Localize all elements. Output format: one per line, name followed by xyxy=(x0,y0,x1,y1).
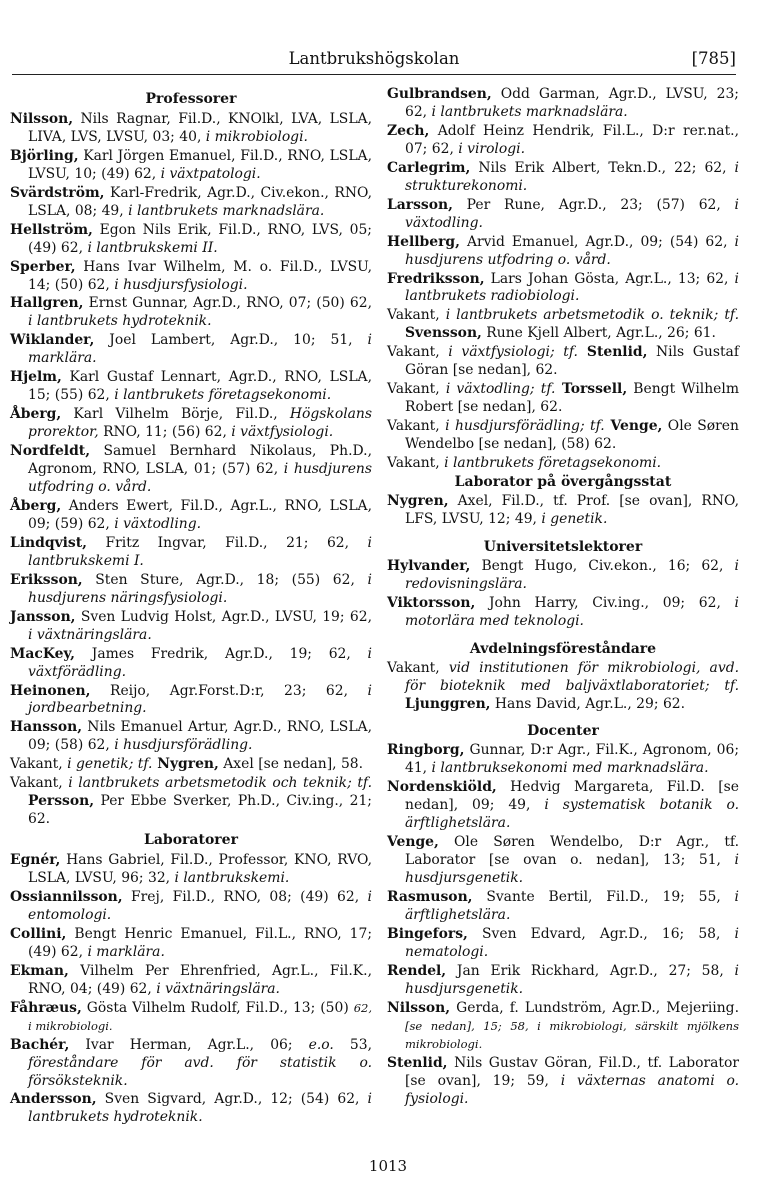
directory-entry xyxy=(10,295,372,331)
directory-entry xyxy=(387,558,739,594)
entry-prefix: Vakant, xyxy=(10,775,69,792)
entry-name: Åberg, xyxy=(10,406,62,423)
section-heading: Avdelningsföreståndare xyxy=(469,640,657,657)
directory-entry xyxy=(387,160,739,196)
entry-details: Egon Nils Erik, Fil.D., RNO, LVS, 05; (49) 62, xyxy=(28,221,372,256)
entry-details: Sven Edvard, Agr.D., 16; 58, xyxy=(467,925,735,942)
entry-details: Gunnar, D:r Agr., Fil.K., Agronom, 06; 41, xyxy=(405,742,739,777)
entry-name: Nygren, xyxy=(387,492,449,509)
entry-details: Anders Ewert, Fil.D., Agr.L., RNO, LSLA, 09; (59) 62, xyxy=(28,497,372,532)
entry-name: Nordenskiöld, xyxy=(387,779,497,796)
entry-subject: i växtfysiologi; tf. xyxy=(448,344,578,361)
directory-entry xyxy=(387,595,739,631)
directory-entry xyxy=(10,1091,372,1127)
entry-details: Nils Emanuel Artur, Agr.D., RNO, LSLA, 09; (58) 62, xyxy=(28,719,372,754)
entry-subject: i husdjurens utfodring o. vård. xyxy=(28,461,372,496)
directory-entry xyxy=(387,418,739,454)
entry-subject: i växtförädling. xyxy=(28,645,372,680)
entry-details: Sven Ludvig Holst, Agr.D., LVSU, 19; 62, xyxy=(75,608,372,625)
section-heading: Docenter xyxy=(527,723,599,740)
entry-subject: i mikrobiologi. xyxy=(205,128,308,145)
entry-subject: i husdjurens näringsfysiologi. xyxy=(28,571,372,606)
entry-details: Bengt Henric Emanuel, Fil.L., RNO, 17; (49) 62, xyxy=(28,925,372,960)
directory-entry xyxy=(10,498,372,534)
entry-prefix: Vakant, xyxy=(387,659,449,676)
directory-entry xyxy=(387,926,739,962)
directory-entry xyxy=(387,455,739,473)
directory-entry xyxy=(10,926,372,962)
entry-name: Hellström, xyxy=(10,221,93,238)
entry-name: Fredriksson, xyxy=(387,270,485,287)
entry-subject: i marklära. xyxy=(87,943,165,960)
directory-entry xyxy=(10,369,372,405)
entry-details: Hans David, Agr.L., 29; 62. xyxy=(490,695,686,712)
entry-name: Fåhræus, xyxy=(10,999,82,1016)
entry-name: Venge, xyxy=(604,418,663,435)
directory-entry xyxy=(387,123,739,159)
entry-details: Hans Ivar Wilhelm, M. o. Fil.D., LVSU, 14; (50) 62, xyxy=(28,258,372,293)
entry-subject: i husdjurens utfodring o. vård. xyxy=(405,233,739,268)
entry-name: Svensson, xyxy=(405,325,482,342)
entry-prefix: Vakant, xyxy=(387,307,446,324)
entry-name: Egnér, xyxy=(10,852,61,869)
entry-name: Viktorsson, xyxy=(387,594,476,611)
entry-subject: vid institutionen för mikrobiologi, avd. för bioteknik med baljväxtlaboratoriet; tf. xyxy=(405,659,739,694)
entry-details: Nils Gustav Göran, Fil.D., tf. Laborator [se ovan], 19; 59, xyxy=(405,1054,739,1089)
entry-details: Karl-Fredrik, Agr.D., Civ.ekon., RNO, LSLA, 08; 49, xyxy=(28,184,372,219)
directory-entry xyxy=(387,779,739,833)
entry-details: Vilhelm Per Ehrenfried, Agr.L., Fil.K., RNO, 04; (49) 62, xyxy=(28,962,372,997)
entry-name: Nygren, xyxy=(152,756,219,773)
left-column xyxy=(10,88,372,1128)
entry-subject: i växtodling. xyxy=(405,196,739,231)
entry-name: Björling, xyxy=(10,147,79,164)
entry-subject: i växternas anatomi o. fysiologi. xyxy=(405,1072,739,1107)
entry-subject: i lantbrukets företagsekonomi. xyxy=(444,455,662,472)
entry-name: Zech, xyxy=(387,122,430,139)
directory-entry xyxy=(387,493,739,529)
entry-subject: i växtfysiologi. xyxy=(231,424,334,441)
directory-entry xyxy=(10,646,372,682)
directory-entry xyxy=(10,1037,372,1091)
entry-subject: i lantbrukskemi II. xyxy=(87,239,218,256)
entry-subject: i strukturekonomi. xyxy=(405,159,739,194)
entry-name: Hallgren, xyxy=(10,295,84,312)
entry-name: Torssell, xyxy=(555,381,628,398)
entry-subject: i genetik; tf. xyxy=(67,756,153,773)
entry-details: Samuel Bernhard Nikolaus, Ph.D., Agronom, RNO, LSLA, 01; (57) 62, xyxy=(28,443,372,478)
entry-name: Bingefors, xyxy=(387,925,468,942)
entry-name: Ekman, xyxy=(10,962,69,979)
entry-subject: i lantbrukskemi. xyxy=(174,870,290,887)
directory-entry xyxy=(10,332,372,368)
entry-subject: i motorlära med teknologi. xyxy=(405,594,739,629)
directory-entry xyxy=(10,1000,372,1036)
directory-entry xyxy=(10,185,372,221)
entry-details: Karl Vilhelm Börje, Fil.D., xyxy=(61,406,290,423)
entry-subject: i lantbrukets marknadslära. xyxy=(431,103,628,120)
entry-subject: i lantbrukets marknadslära. xyxy=(128,202,325,219)
entry-details: Ole Søren Wendelbo [se nedan], (58) 62. xyxy=(405,418,739,453)
entry-subject: i växtnäringslära. xyxy=(28,626,152,643)
entry-name: Persson, xyxy=(28,793,95,810)
entry-subject: i lantbrukets radiobiologi. xyxy=(405,270,739,305)
entry-name: Rendel, xyxy=(387,962,447,979)
entry-subject: i växtnäringslära. xyxy=(156,980,280,997)
entry-details: Odd Garman, Agr.D., LVSU, 23; 62, xyxy=(405,86,739,120)
entry-details: Adolf Heinz Hendrik, Fil.L., D:r rer.nat., 07; 62, xyxy=(405,122,739,157)
directory-entry xyxy=(10,259,372,295)
entry-name: Venge, xyxy=(387,834,439,851)
entry-subject: i husdjursförädling. xyxy=(114,737,253,754)
directory-entry xyxy=(387,1055,739,1109)
entry-name: Bachér, xyxy=(10,1036,70,1053)
entry-details: Bengt Wilhelm Robert [se nedan], 62. xyxy=(405,381,739,416)
entry-name: Rasmuson, xyxy=(387,889,473,906)
entry-name: Nordfeldt, xyxy=(10,443,91,460)
entry-details: Joel Lambert, Agr.D., 10; 51, xyxy=(94,332,368,349)
entry-details: Lars Johan Gösta, Agr.L., 13; 62, xyxy=(484,270,735,287)
entry-details: Nils Ragnar, Fil.D., KNOlkl, LVA, LSLA, LIVA, LVS, LVSU, 03; 40, xyxy=(28,110,372,145)
entry-name: Lindqvist, xyxy=(10,534,87,551)
entry-details: James Fredrik, Agr.D., 19; 62, xyxy=(75,645,368,662)
directory-entry xyxy=(10,222,372,258)
entry-details: Jan Erik Rickhard, Agr.D., 27; 58, xyxy=(446,962,735,979)
directory-entry xyxy=(387,344,739,380)
entry-details: John Harry, Civ.ing., 09; 62, xyxy=(475,594,735,611)
entry-subject: i lantbrukets hydroteknik. xyxy=(28,1091,372,1126)
entry-details: Karl Jörgen Emanuel, Fil.D., RNO, LSLA, LVSU, 10; (49) 62, xyxy=(28,147,372,182)
entry-name: Larsson, xyxy=(387,196,453,213)
directory-entry xyxy=(10,963,372,999)
entry-details: Hedvig Margareta, Fil.D. [se nedan], 09; 49, xyxy=(405,779,739,814)
entry-subject: i jordbearbetning. xyxy=(28,682,372,717)
directory-entry xyxy=(10,443,372,497)
entry-details: Gerda, f. Lundström, Agr.D., Mejeriing. xyxy=(450,999,739,1016)
entry-subject: i lantbrukets arbetsmetodik o. teknik; tf. xyxy=(445,307,739,324)
page-header xyxy=(12,46,736,75)
entry-prefix: Vakant, xyxy=(387,418,446,435)
entry-subject: i lantbrukets företagsekonomi. xyxy=(114,387,332,404)
entry-subject: i husdjursfysiologi. xyxy=(114,276,248,293)
entry-details: Nils Erik Albert, Tekn.D., 22; 62, xyxy=(470,159,735,176)
entry-subject-small: [se nedan], 15; 58, i mikrobiologi, särskilt mjölkens mikrobiologi. xyxy=(405,1018,739,1051)
directory-entry xyxy=(387,834,739,888)
entry-prefix: Vakant, xyxy=(387,455,445,472)
running-title: Lantbrukshögskolan xyxy=(288,49,460,68)
entry-subject: i ärftlighetslära. xyxy=(405,889,739,923)
right-column xyxy=(387,86,739,1109)
entry-name: Heinonen, xyxy=(10,682,91,699)
directory-entry xyxy=(10,775,372,829)
section-heading: Laborator på övergångsstat xyxy=(454,474,672,491)
directory-entry xyxy=(10,535,372,571)
entry-name: Svärdström, xyxy=(10,184,105,201)
entry-subject: i nematologi. xyxy=(405,925,739,960)
entry-details: Axel [se nedan], 58. xyxy=(218,756,364,773)
entry-details: Reijo, Agr.Forst.D:r, 23; 62, xyxy=(90,682,368,699)
entry-subject: i husdjursförädling; tf. xyxy=(445,418,605,435)
entry-name: Ringborg, xyxy=(387,742,465,759)
directory-entry xyxy=(387,86,739,122)
entry-subject: i lantbrukets arbetsmetodik och teknik; tf. xyxy=(68,775,372,792)
entry-name: Eriksson, xyxy=(10,571,83,588)
entry-name: Hylvander, xyxy=(387,557,471,574)
entry-subject: i växtpatologi. xyxy=(160,165,261,182)
page-reference: [785] xyxy=(691,49,736,68)
entry-details: Per Rune, Agr.D., 23; (57) 62, xyxy=(452,196,735,213)
entry-name: Stenlid, xyxy=(387,1054,448,1071)
entry-name: Ossiannilsson, xyxy=(10,888,123,905)
page-number: 1013 xyxy=(368,1157,408,1175)
entry-name: Åberg, xyxy=(10,497,62,514)
directory-entry xyxy=(387,234,739,270)
entry-name: Ljunggren, xyxy=(405,695,491,712)
section-heading: Universitetslektorer xyxy=(483,538,643,555)
entry-details: Bengt Hugo, Civ.ekon., 16; 62, xyxy=(470,557,735,574)
directory-entry xyxy=(10,609,372,645)
entry-subject: i växtodling; tf. xyxy=(445,381,556,398)
entry-details: Per Ebbe Sverker, Ph.D., Civ.ing., 21; 62. xyxy=(28,793,372,828)
directory-entry xyxy=(387,660,739,714)
entry-details: RNO, 11; (56) 62, xyxy=(98,424,232,441)
entry-subject: i husdjursgenetik. xyxy=(405,962,739,997)
entry-name: Hjelm, xyxy=(10,369,62,386)
entry-subject: i husdjursgenetik. xyxy=(405,852,739,887)
directory-entry xyxy=(387,307,739,343)
directory-entry xyxy=(10,719,372,755)
entry-name: MacKey, xyxy=(10,645,76,662)
entry-subject: i lantbrukets hydroteknik. xyxy=(28,313,212,330)
entry-subject: Högskolans prorektor, xyxy=(28,406,372,441)
entry-prefix: Vakant, xyxy=(387,344,449,361)
entry-details: Hans Gabriel, Fil.D., Professor, KNO, RVO, LSLA, LVSU, 96; 32, xyxy=(28,852,372,887)
entry-details: Gösta Vilhelm Rudolf, Fil.D., 13; (50) xyxy=(81,999,354,1016)
entry-details: Ivar Herman, Agr.L., 06; xyxy=(69,1036,309,1053)
entry-subject: i lantbrukskemi I. xyxy=(28,534,372,569)
entry-details: Frej, Fil.D., RNO, 08; (49) 62, xyxy=(122,888,368,905)
entry-details: Rune Kjell Albert, Agr.L., 26; 61. xyxy=(481,325,716,342)
entry-details: Ole Søren Wendelbo, D:r Agr., tf. Laborator [se ovan o. nedan], 13; 51, xyxy=(405,834,739,869)
entry-name: Nilsson, xyxy=(387,999,451,1016)
entry-name: Gulbrandsen, xyxy=(387,86,492,102)
entry-subject: i entomologi. xyxy=(28,888,372,923)
directory-entry xyxy=(10,148,372,184)
entry-name: Hellberg, xyxy=(387,233,460,250)
entry-name: Stenlid, xyxy=(577,344,648,361)
directory-entry xyxy=(387,963,739,999)
directory-entry xyxy=(387,381,739,417)
directory-entry xyxy=(10,683,372,719)
section-heading: Professorer xyxy=(145,91,237,107)
entry-details: Nils Gustaf Göran [se nedan], 62. xyxy=(405,344,739,379)
entry-prefix: Vakant, xyxy=(387,381,446,398)
entry-name: Andersson, xyxy=(10,1091,97,1108)
entry-details: Sven Sigvard, Agr.D., 12; (54) 62, xyxy=(96,1091,368,1108)
entry-subject: i redovisningslära. xyxy=(405,557,739,592)
directory-entry xyxy=(387,1000,739,1054)
entry-name: Wiklander, xyxy=(10,332,95,349)
entry-prefix: Vakant, xyxy=(10,756,68,773)
entry-name: Nilsson, xyxy=(10,110,74,127)
entry-details: 53, xyxy=(333,1036,372,1053)
entry-details: Karl Gustaf Lennart, Agr.D., RNO, LSLA, 15; (55) 62, xyxy=(28,369,372,404)
directory-entry xyxy=(387,889,739,925)
entry-name: Jansson, xyxy=(10,608,76,625)
directory-entry xyxy=(387,197,739,233)
directory-entry xyxy=(10,406,372,442)
directory-entry xyxy=(387,742,739,778)
entry-details: Axel, Fil.D., tf. Prof. [se ovan], RNO, LFS, LVSU, 12; 49, xyxy=(405,492,739,527)
entry-subject: i systematisk botanik o. ärftlighetslära. xyxy=(405,797,739,832)
entry-details: Sten Sture, Agr.D., 18; (55) 62, xyxy=(82,571,368,588)
directory-entry xyxy=(10,889,372,925)
entry-name: Sperber, xyxy=(10,258,76,275)
entry-details: Arvid Emanuel, Agr.D., 09; (54) 62, xyxy=(459,233,735,250)
directory-entry xyxy=(10,572,372,608)
directory-entry xyxy=(10,756,372,774)
entry-name: Hansson, xyxy=(10,719,83,736)
entry-subject: i växtodling. xyxy=(114,515,202,532)
entry-subject: i marklära. xyxy=(28,332,372,367)
entry-name: Carlegrim, xyxy=(387,159,471,176)
directory-entry xyxy=(10,111,372,147)
entry-details: Ernst Gunnar, Agr.D., RNO, 07; (50) 62, xyxy=(83,295,372,312)
entry-subject: e.o. xyxy=(308,1036,334,1053)
section-heading: Laboratorer xyxy=(144,832,238,849)
entry-subject-small: 62, i mikrobiologi. xyxy=(28,1000,372,1033)
directory-entry xyxy=(10,852,372,888)
entry-subject: i lantbruksekonomi med marknadslära. xyxy=(431,760,709,777)
entry-name: Collini, xyxy=(10,925,67,942)
entry-subject: föreståndare för avd. för statistik o. försöksteknik. xyxy=(28,1054,372,1089)
entry-details: Svante Bertil, Fil.D., 19; 55, xyxy=(472,889,735,906)
entry-subject: i virologi. xyxy=(458,140,525,157)
entry-details: Fritz Ingvar, Fil.D., 21; 62, xyxy=(87,534,368,551)
entry-subject: i genetik. xyxy=(541,510,608,527)
directory-entry xyxy=(387,271,739,307)
